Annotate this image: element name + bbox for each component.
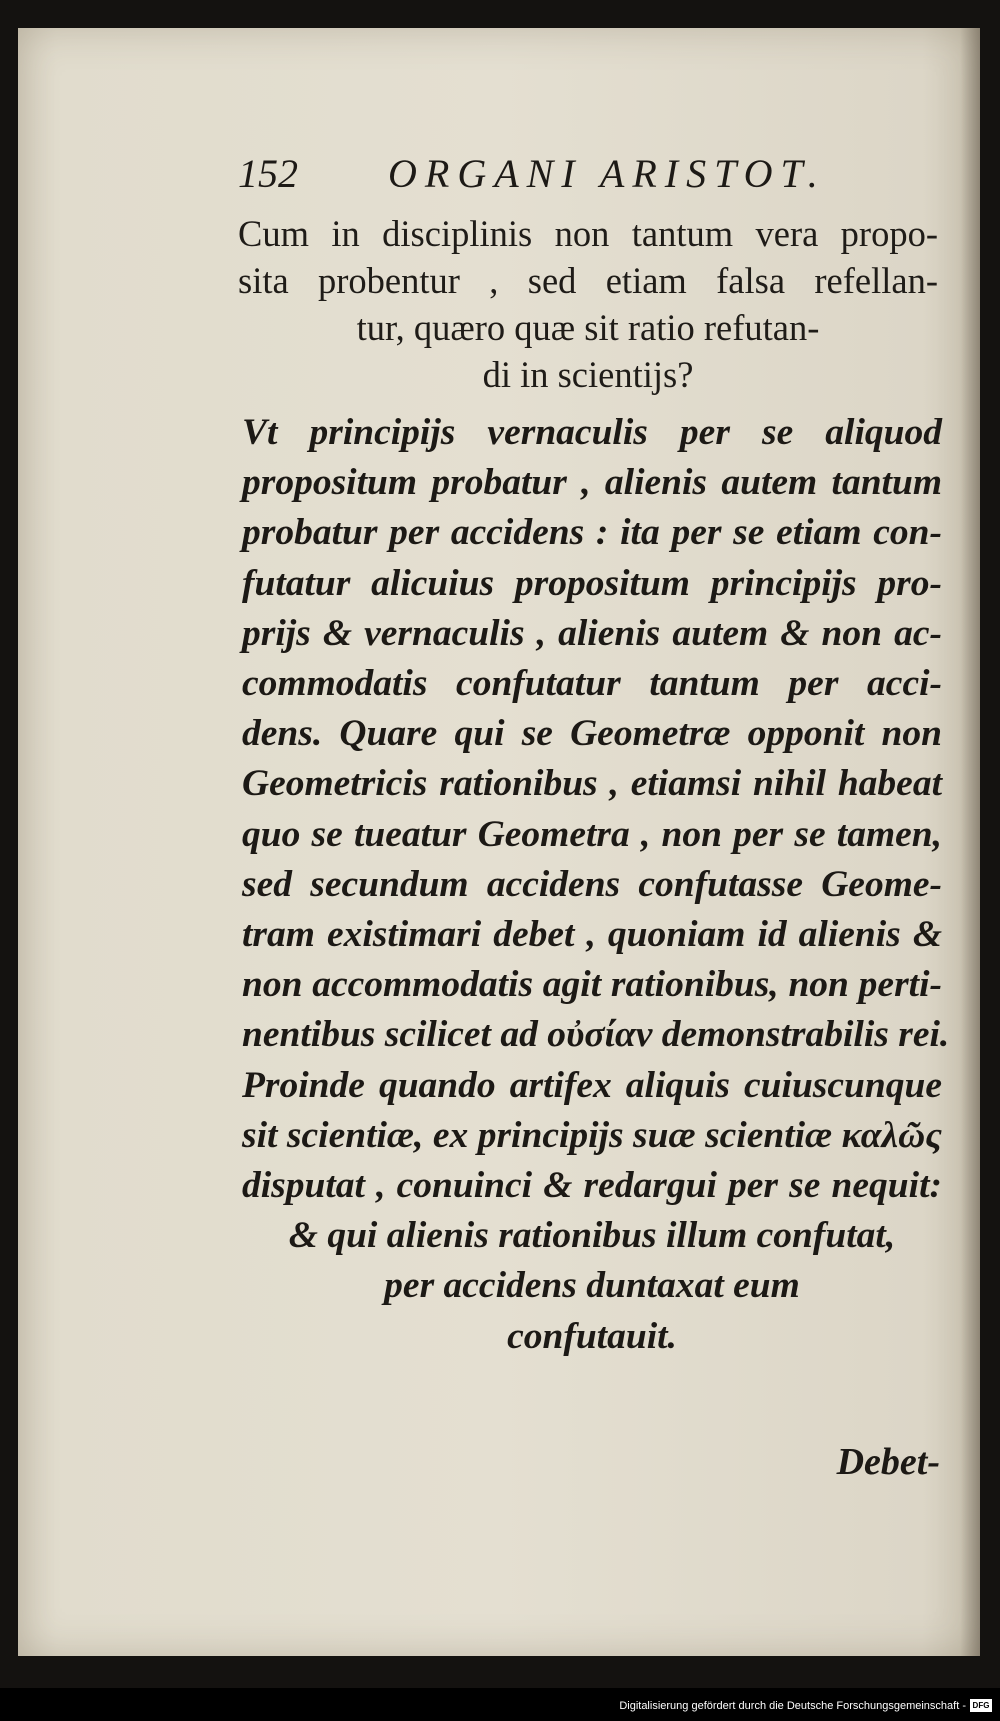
answer-paragraph xyxy=(242,408,950,1362)
answer-line: probatur per accidens : ita per se etiam con- xyxy=(242,512,942,554)
running-title: ORGANI ARISTOT. xyxy=(388,151,826,196)
funding-credit: Digitalisierung gefördert durch die Deutsche Forschungsgemeinschaft - xyxy=(619,1700,966,1712)
page-number: 152 xyxy=(238,151,298,196)
answer-line: prijs & vernaculis , alienis autem & non ac- xyxy=(242,612,942,654)
answer-line: nentibus scilicet ad οὐσίαν demonstrabilis rei. xyxy=(242,1014,950,1056)
question-line: Cum in disciplinis non tantum vera propo- xyxy=(238,213,938,254)
catchword: Debet- xyxy=(836,1441,940,1483)
question-line: sita probentur , sed etiam falsa refellan- xyxy=(238,260,938,301)
answer-line: per accidens duntaxat eum xyxy=(384,1265,800,1307)
dfg-logo-icon: DFG xyxy=(970,1699,992,1712)
answer-line: commodatis confutatur tantum per acci- xyxy=(242,663,942,705)
answer-line: futatur alicuius propositum principijs pro- xyxy=(242,562,942,604)
answer-line: Vt principijs vernaculis per se aliquod xyxy=(242,412,942,453)
question-line: tur, quæro quæ sit ratio refutan- xyxy=(356,307,820,348)
answer-line: sit scientiæ, ex principijs suæ scientiæ καλῶς xyxy=(242,1114,942,1156)
answer-line: disputat , conuinci & redargui per se nequit: xyxy=(242,1165,942,1207)
answer-line: Geometricis rationibus , etiamsi nihil habeat xyxy=(242,763,942,805)
answer-line: tram existimari debet , quoniam id alienis & xyxy=(242,914,942,956)
answer-line: non accommodatis agit rationibus, non perti- xyxy=(242,964,942,1006)
answer-line: & qui alienis rationibus illum confutat, xyxy=(288,1215,896,1257)
answer-line: confutauit. xyxy=(507,1315,677,1357)
question-paragraph xyxy=(238,210,938,398)
running-head xyxy=(238,150,938,200)
answer-line: sed secundum accidens confutasse Geome- xyxy=(242,863,942,905)
answer-line: Proinde quando artifex aliquis cuiuscunque xyxy=(242,1064,942,1106)
answer-line: propositum probatur , alienis autem tantum xyxy=(242,462,942,504)
answer-line: quo se tueatur Geometra , non per se tamen, xyxy=(242,813,942,855)
answer-line: dens. Quare qui se Geometræ opponit non xyxy=(242,713,942,755)
question-line: di in scientijs? xyxy=(482,354,694,395)
